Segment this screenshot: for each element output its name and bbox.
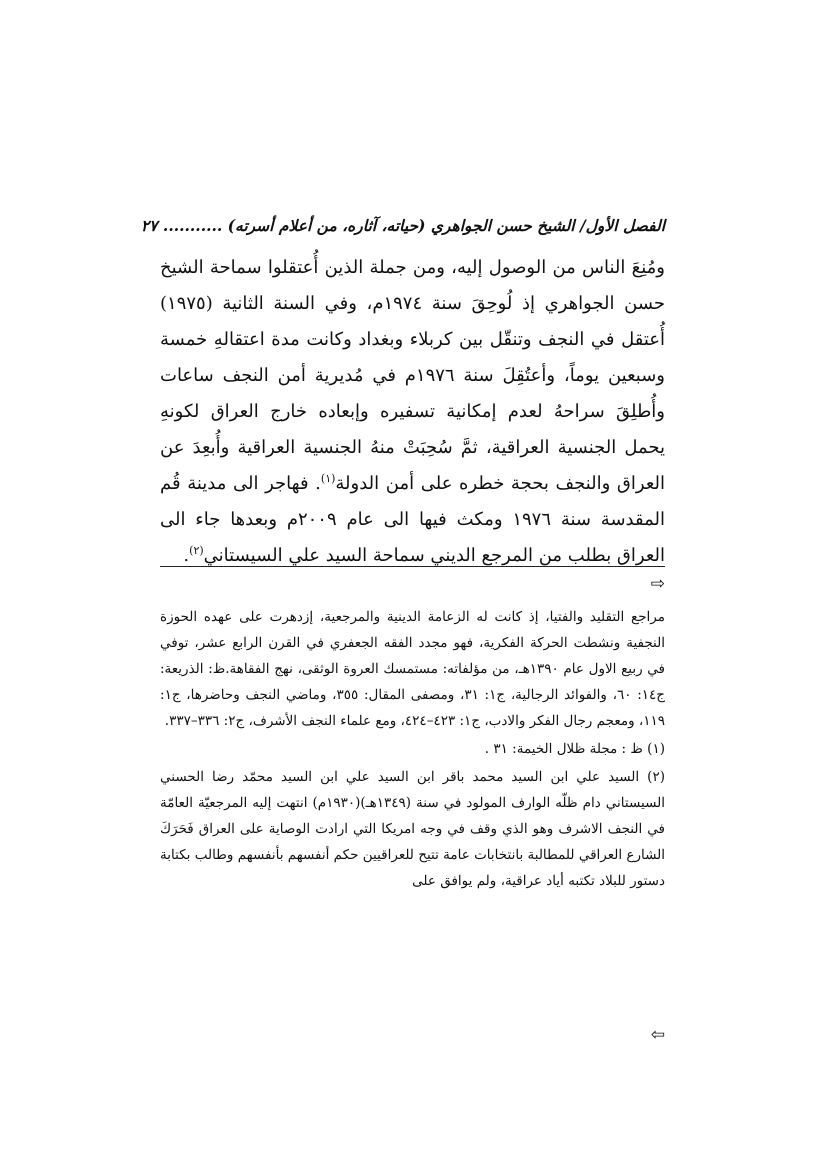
- footnotes: [160, 604, 665, 894]
- continuation-arrow-icon: ⇨: [650, 574, 665, 594]
- footnote-separator: [160, 566, 665, 567]
- paragraph-part-2: . فهاجر الى مدينة قُم المقدسة سنة ١٩٧٦ ومكث فيها الى عام ٢٠٠٩م وبعدها جاء الى العراق بطلب من المرجع الديني سماحة السيد علي السيستاني: [160, 473, 665, 566]
- page-number: ٢٧: [140, 216, 158, 235]
- paragraph-part-3: .: [183, 545, 190, 566]
- footnote-continued: مراجع التقليد والفتيا، إذ كانت له الزعامة الدينية والمرجعية، إزدهرت على عهده الحوزة النجفية ونشطت الحركة الفكرية، فهو مجدد الفقه الجعفري في القرن الرابع عشر، توفي في ربيع الاول عام ١٣٩٠هـ، من مؤلفاته: مستمسك العروة الوثقى، نهج الفقاهة.ظ: الذريعة: ج١٤: ٦٠، والفوائد الرجالية، ج١: ٣١، ومصفى المقال: ٣٥٥، وماضي النجف وحاضرها، ج١: ١١٩، ومعجم رجال الفكر والادب، ج١: ٤٢٣–٤٢٤، ومع علماء النجف الأشرف، ج٢: ٣٣٦–٣٣٧.: [160, 609, 666, 729]
- main-paragraph: [160, 250, 665, 574]
- footnote-ref-1: (١): [320, 472, 336, 485]
- running-header: [140, 213, 665, 239]
- chapter-title: الفصل الأول/ الشيخ حسن الجواهري (حياته، آثاره، من أعلام أسرته) ...........: [162, 216, 665, 235]
- paragraph-part-1: ومُنِعَ الناس من الوصول إليه، ومن جملة الذين أُعتقلوا سماحة الشيخ حسن الجواهري إذ لُوحِقَ سنة ١٩٧٤م، وفي السنة الثانية (١٩٧٥) أُعتقل في النجف وتنقّل بين كربلاء وبغداد وكانت مدة اعتقالهِ خمسة وسبعين يوماً، وأعتُقِلَ سنة ١٩٧٦م في مُديرية أمن النجف ساعات وأُطلِقَ سراحهُ لعدم إمكانية تسفيره وإبعاده خارج العراق لكونهِ يحمل الجنسية العراقية، ثمَّ سُحِبَتْ منهُ الجنسية العراقية وأُبعِدَ عن العراق والنجف بحجة خطره على أمن الدولة: [160, 257, 666, 494]
- footnote-ref-2: (٢): [189, 544, 204, 557]
- main-text: [160, 250, 665, 574]
- footnote-2: (٢) السيد علي ابن السيد محمد باقر ابن السيد علي ابن السيد محمّد رضا الحسني السيستاني دام ظلّه الوارف المولود في سنة (١٣٤٩هـ)(١٩٣٠م) انتهت إليه المرجعيّة العامّة في النجف الاشرف وهو الذي وقف في وجه امريكا التي ارادت الوصاية على العراق فَحَرَكَ الشارع العراقي للمطالبة بانتخابات عامة تتيح للعراقيين حكم أنفسهم بأنفسهم وطالب بكتابة دستور للبلاد تكتبه أياد عراقية، ولم يوافق على: [160, 769, 665, 889]
- footnote-1: (١) ظ : مجلة ظلال الخيمة: ٣١ .: [484, 741, 665, 757]
- next-page-arrow-icon: ⇦: [650, 1025, 665, 1045]
